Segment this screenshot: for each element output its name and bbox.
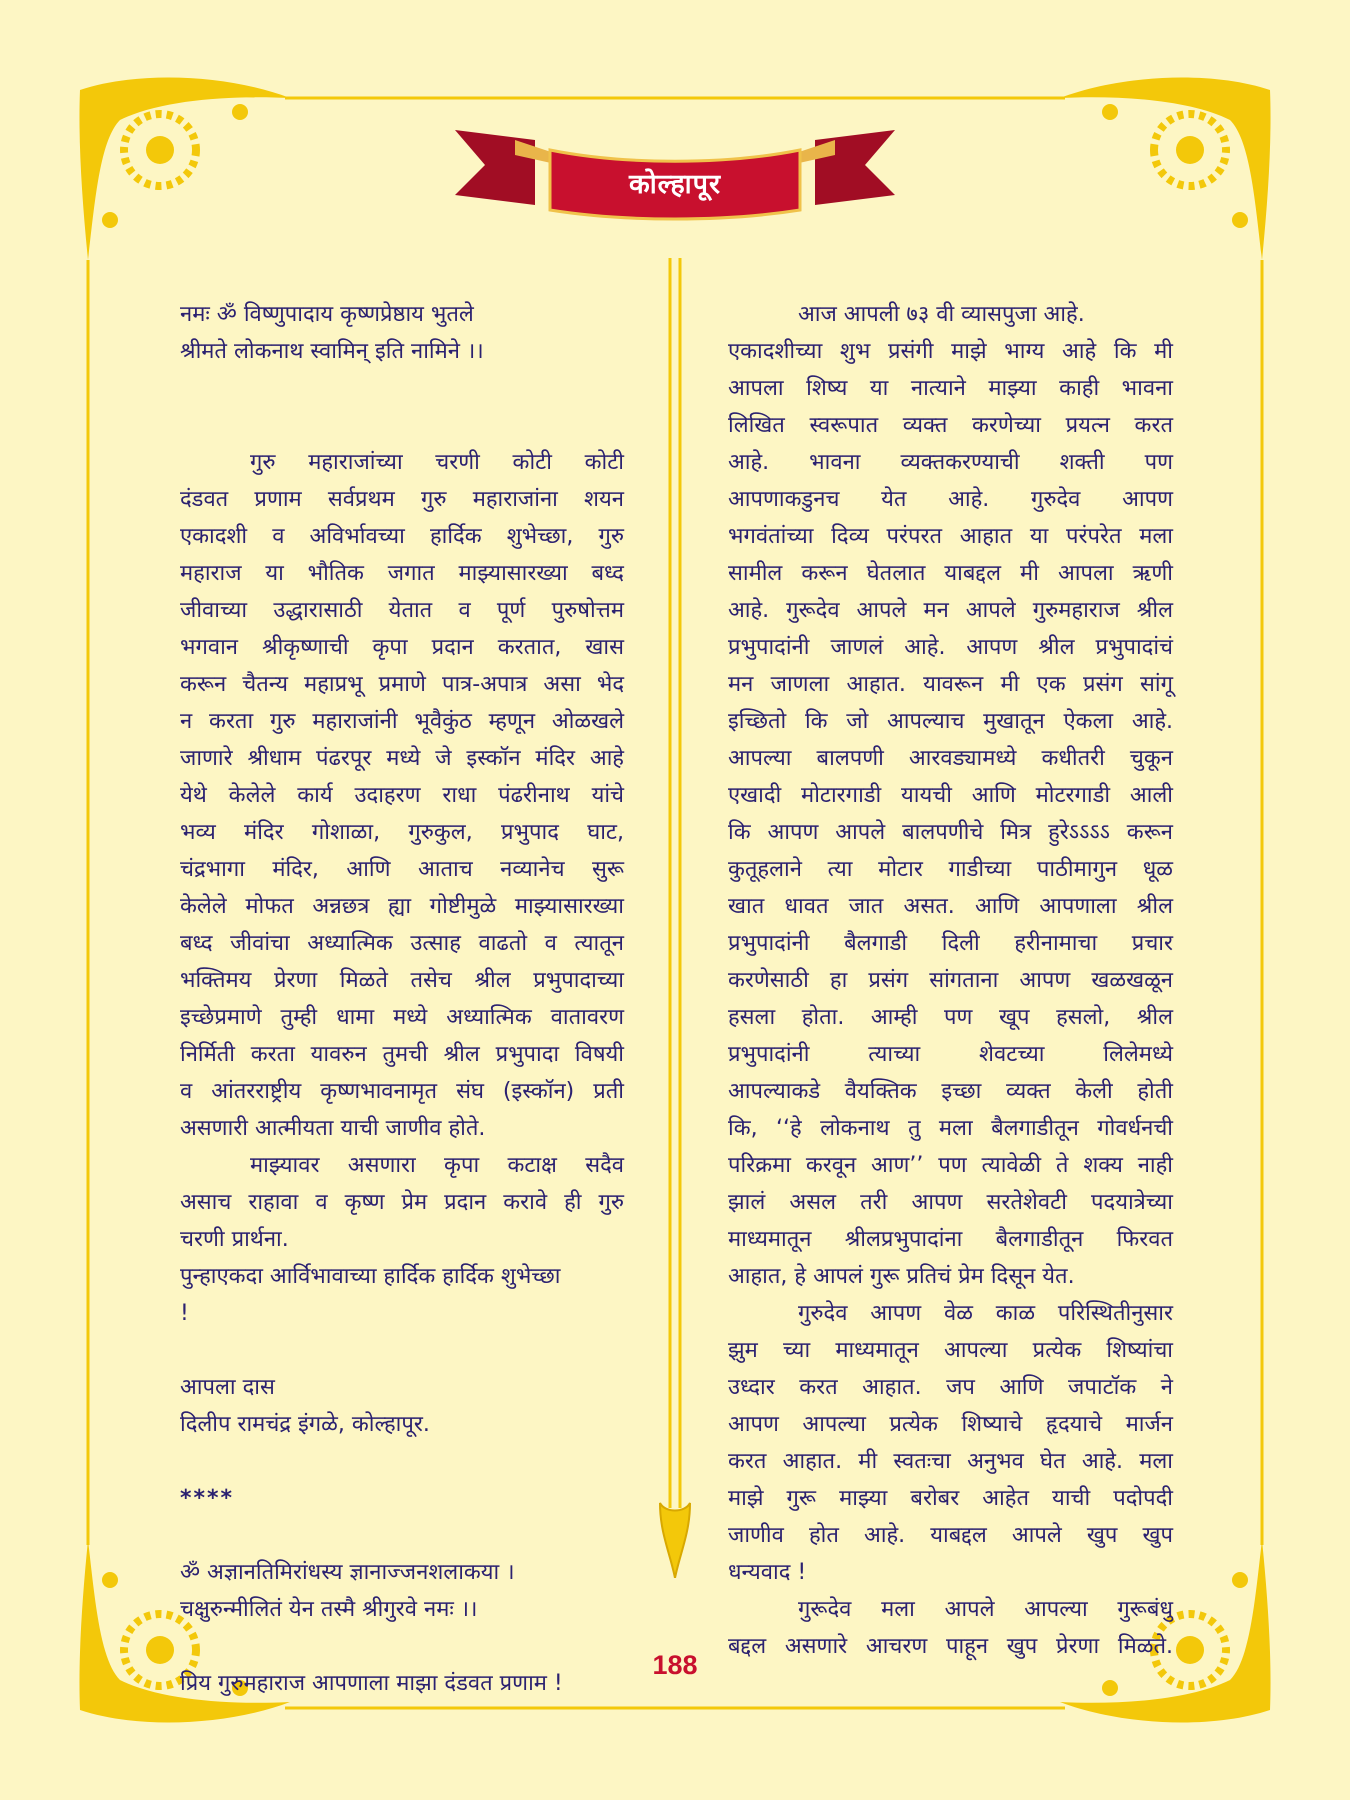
text-line: दंडवत प्रणाम सर्वप्रथम गुरु महाराजांना शयन <box>180 487 624 512</box>
text-line: इच्छितो कि जो आपल्याच मुखातून ऐकला आहे. <box>728 709 1173 734</box>
text-line: आपला शिष्य या नात्याने माझ्या काही भावना <box>728 376 1173 401</box>
text-line: महाराज या भौतिक जगात माझ्यासारख्या बध्द <box>180 561 624 586</box>
corner-ornament-top-left <box>79 78 290 260</box>
text-line: चरणी प्रार्थना. <box>180 1227 289 1252</box>
text-line: आपल्या बालपणी आरवड्यामध्ये कधीतरी चुकून <box>728 746 1173 771</box>
text-line: मन जाणला आहात. यावरून मी एक प्रसंग सांगू <box>728 672 1173 697</box>
text-line: आहे. भावना व्यक्तकरण्याची शक्ती पण <box>728 450 1173 475</box>
text-line: आहे. गुरूदेव आपले मन आपले गुरुमहाराज श्रील <box>728 598 1173 623</box>
text-line: प्रभुपादांनी जाणलं आहे. आपण श्रील प्रभुपादांचं <box>728 635 1173 660</box>
text-line: माझे गुरू माझ्या बरोबर आहेत याची पदोपदी <box>728 1486 1173 1511</box>
text-line: सामील करून घेतलात याबद्दल मी आपला ऋणी <box>728 561 1173 586</box>
text-line: धन्यवाद ! <box>728 1560 807 1585</box>
greeting-line: ! <box>180 1301 189 1326</box>
mantra-line: चक्षुरुन्मीलितं येन तस्मै श्रीगुरवे नमः ।। <box>180 1597 478 1622</box>
text-line: एकादशी व अविर्भावच्या हार्दिक शुभेच्छा, गुरु <box>180 524 624 549</box>
left-column <box>180 296 624 1702</box>
text-line: माझ्यावर असणारा कृपा कटाक्ष सदैव <box>250 1153 624 1178</box>
text-line: हसला होता. आम्ही पण खूप हसलो, श्रील <box>728 1005 1173 1030</box>
text-line: इच्छेप्रमाणे तुम्ही धामा मध्ये अध्यात्मिक वातावरण <box>180 1005 624 1030</box>
text-line: चंद्रभागा मंदिर, आणि आताच नव्यानेच सुरू <box>180 857 624 882</box>
text-line: गुरूदेव मला आपले आपल्या गुरूबंधु <box>798 1597 1173 1622</box>
text-line: निर्मिती करता यावरुन तुमची श्रील प्रभुपादा विषयी <box>180 1042 624 1067</box>
text-line: एकादशीच्या शुभ प्रसंगी माझे भाग्य आहे कि मी <box>728 339 1173 364</box>
text-line: एखादी मोटारगाडी यायची आणि मोटरगाडी आली <box>728 783 1173 808</box>
mantra-line: श्रीमते लोकनाथ स्वामिन् इति नामिने ।। <box>180 339 484 364</box>
text-line: कि, ‘‘हे लोकनाथ तु मला बैलगाडीतून गोवर्धनची <box>728 1116 1173 1141</box>
text-line: जाणीव होत आहे. याबद्दल आपले खुप खुप <box>728 1523 1173 1548</box>
text-line: गुरु महाराजांच्या चरणी कोटी कोटी <box>250 450 624 475</box>
closing-line: प्रिय गुरुमहाराज आपणाला माझा दंडवत प्रणाम ! <box>180 1671 563 1696</box>
text-line: भगवंतांच्या दिव्य परंपरत आहात या परंपरेत मला <box>728 524 1173 549</box>
text-line: असणारी आत्मीयता याची जाणीव होते. <box>180 1116 486 1141</box>
text-line: आज आपली ७३ वी व्यासपुजा आहे. <box>798 302 1085 327</box>
text-line: बध्द जीवांचा अध्यात्मिक उत्साह वाढतो व त्यातून <box>180 931 624 956</box>
text-line: न करता गुरु महाराजांनी भूवैकुंठ म्हणून ओळखले <box>180 709 624 734</box>
greeting-line: पुन्हाएकदा आर्विभावाच्या हार्दिक हार्दिक शुभेच्छा <box>180 1264 561 1289</box>
center-divider <box>640 258 710 1578</box>
text-line: बद्दल असणारे आचरण पाहून खुप प्रेरणा मिळते. <box>728 1634 1173 1659</box>
text-line: जाणारे श्रीधाम पंढरपूर मध्ये जे इस्कॉन मंदिर आहे <box>180 746 624 771</box>
text-line: कुतूहलाने त्या मोटार गाडीच्या पाठीमागुन धूळ <box>728 857 1173 882</box>
mantra-line: नमः ॐ विष्णुपादाय कृष्णप्रेष्ठाय भुतले <box>180 302 474 327</box>
text-line: आपण आपल्या प्रत्येक शिष्याचे हृदयाचे मार्जन <box>728 1412 1173 1437</box>
page-number: 188 <box>652 1650 698 1680</box>
text-line: खात धावत जात असत. आणि आपणाला श्रील <box>728 894 1173 919</box>
text-line: कि आपण आपले बालपणीचे मित्र हुरेऽऽऽऽ करून <box>728 820 1173 845</box>
text-line: प्रभुपादांनी बैलगाडी दिली हरीनामाचा प्रचार <box>728 931 1173 956</box>
signature-line: आपला दास <box>180 1375 275 1400</box>
text-line: करून चैतन्य महाप्रभू प्रमाणे पात्र-अपात्र असा भेद <box>180 672 624 697</box>
text-line: प्रभुपादांनी त्याच्या शेवटच्या लिलेमध्ये <box>728 1042 1173 1067</box>
text-line: करत आहात. मी स्वतःचा अनुभव घेत आहे. मला <box>728 1449 1173 1474</box>
text-line: केलेले मोफत अन्नछत्र ह्या गोष्टीमुळे माझ्यासारख्या <box>180 894 624 919</box>
text-line: आपणाकडुनच येत आहे. गुरुदेव आपण <box>728 487 1173 512</box>
text-line: आहात, हे आपलं गुरू प्रतिचं प्रेम दिसून येत. <box>728 1264 1075 1289</box>
text-line: येथे केलेले कार्य उदाहरण राधा पंढरीनाथ यांचे <box>180 783 624 808</box>
mantra-line: ॐ अज्ञानतिमिरांधस्य ज्ञानाज्जनशलाकया । <box>180 1560 515 1585</box>
stars-separator: **** <box>180 1486 235 1511</box>
text-line: जीवाच्या उद्धारासाठी येतात व पूर्ण पुरुषोत्तम <box>180 598 624 623</box>
text-line: व आंतरराष्ट्रीय कृष्णभावनामृत संघ (इस्कॉन) प्रती <box>180 1079 624 1104</box>
page-title: कोल्हापूर <box>628 169 722 200</box>
text-line: भगवान श्रीकृष्णाची कृपा प्रदान करतात, खास <box>180 635 624 660</box>
signature-line: दिलीप रामचंद्र इंगळे, कोल्हापूर. <box>180 1412 430 1437</box>
text-line: असाच राहावा व कृष्ण प्रेम प्रदान करावे ही गुरु <box>180 1190 624 1215</box>
text-line: आपल्याकडे वैयक्तिक इच्छा व्यक्त केली होती <box>728 1079 1173 1104</box>
text-line: भव्य मंदिर गोशाळा, गुरुकुल, प्रभुपाद घाट, <box>180 820 624 845</box>
text-line: लिखित स्वरूपात व्यक्त करणेच्या प्रयत्न करत <box>728 413 1173 438</box>
right-column <box>728 296 1173 1665</box>
text-line: गुरुदेव आपण वेळ काळ परिस्थितीनुसार <box>798 1301 1173 1326</box>
text-line: माध्यमातून श्रीलप्रभुपादांना बैलगाडीतून फिरवत <box>728 1227 1173 1252</box>
text-line: करणेसाठी हा प्रसंग सांगताना आपण खळखळून <box>728 968 1173 993</box>
text-line: परिक्रमा करवून आण’’ पण त्यावेळी ते शक्य नाही <box>728 1153 1173 1178</box>
text-line: भक्तिमय प्रेरणा मिळते तसेच श्रील प्रभुपादाच्या <box>180 968 624 993</box>
text-line: झालं असल तरी आपण सरतेशेवटी पदयात्रेच्या <box>728 1190 1173 1215</box>
corner-ornament-top-right <box>1060 78 1271 260</box>
text-line: उध्दार करत आहात. जप आणि जपाटॉक ने <box>728 1375 1173 1400</box>
text-line: झुम च्या माध्यमातून आपल्या प्रत्येक शिष्यांचा <box>728 1338 1173 1363</box>
